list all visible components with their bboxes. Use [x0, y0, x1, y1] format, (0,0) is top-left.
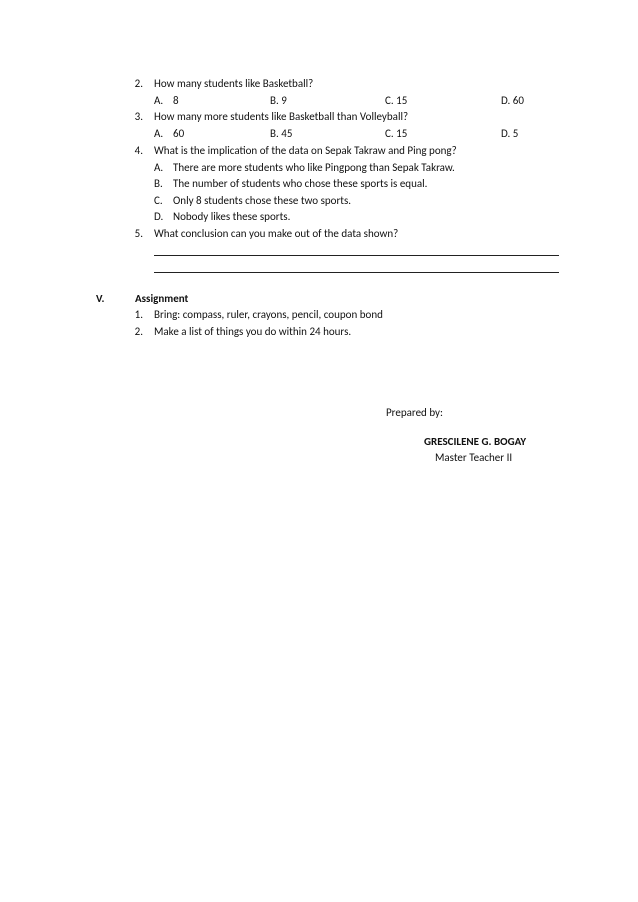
choice-label: A.: [154, 94, 164, 107]
choice-b: B. 9: [270, 94, 287, 107]
choice-c: C. 15: [385, 127, 408, 140]
question-number: 3.: [134, 110, 143, 123]
assignment-item: Bring: compass, ruler, crayons, pencil, coupon bond: [154, 308, 383, 321]
question-text: How many students like Basketball?: [154, 77, 314, 90]
prepared-by-label: Prepared by:: [386, 406, 443, 419]
option-text: The number of students who chose these sports is equal.: [173, 177, 428, 190]
assignment-number: 2.: [134, 325, 143, 338]
choice-d: D. 5: [501, 127, 519, 140]
question-number: 5.: [134, 227, 143, 240]
question-text: What is the implication of the data on Sepak Takraw and Ping pong?: [154, 144, 457, 157]
question-number: 4.: [134, 144, 143, 157]
choice-b: B. 45: [270, 127, 293, 140]
assignment-item: Make a list of things you do within 24 hours.: [154, 325, 352, 338]
option-letter: A.: [154, 161, 164, 174]
choice-d: D. 60: [501, 94, 524, 107]
section-numeral: V.: [96, 292, 105, 305]
assignment-number: 1.: [134, 308, 143, 321]
option-letter: D.: [154, 210, 164, 223]
option-letter: B.: [154, 177, 163, 190]
choice-label: A.: [154, 127, 164, 140]
question-number: 2.: [134, 77, 143, 90]
choice-c: C. 15: [385, 94, 408, 107]
choice-value: 8: [173, 94, 179, 107]
option-letter: C.: [154, 194, 163, 207]
question-text: What conclusion can you make out of the data shown?: [154, 227, 399, 240]
option-text: Nobody likes these sports.: [173, 210, 291, 223]
option-text: Only 8 students chose these two sports.: [173, 194, 352, 207]
option-text: There are more students who like Pingpong than Sepak Takraw.: [173, 161, 455, 174]
answer-line[interactable]: [154, 272, 559, 273]
question-text: How many more students like Basketball than Volleyball?: [154, 110, 409, 123]
signatory-position: Master Teacher II: [435, 451, 513, 464]
signatory-name: GRESCILENE G. BOGAY: [424, 435, 527, 448]
answer-line[interactable]: [154, 255, 559, 256]
section-title: Assignment: [135, 292, 189, 305]
choice-value: 60: [173, 127, 185, 140]
